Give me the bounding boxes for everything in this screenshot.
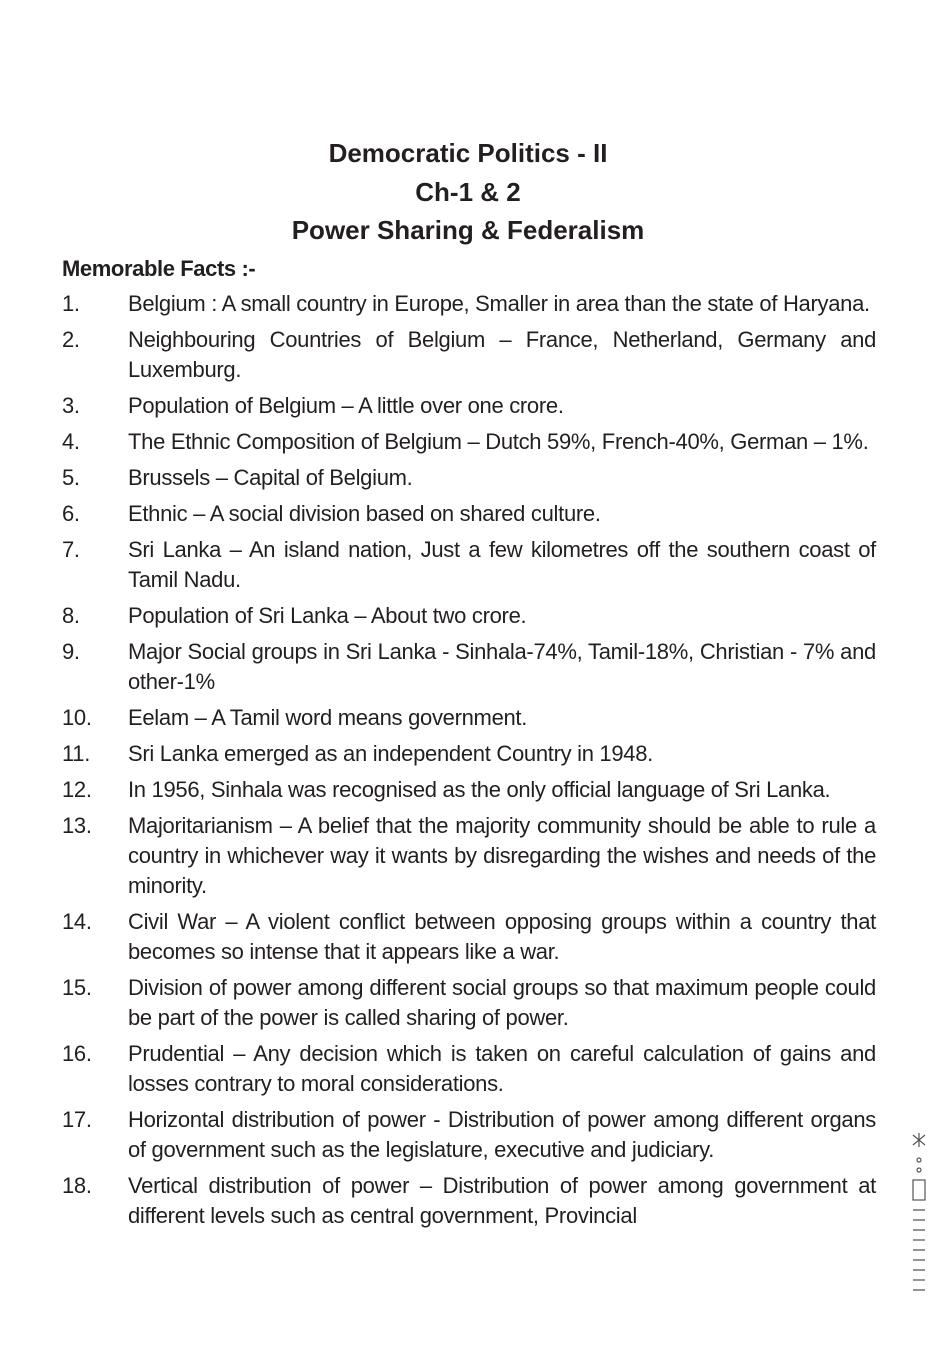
fact-item xyxy=(62,289,876,319)
chapter-label: Ch-1 & 2 xyxy=(415,176,521,207)
fact-item xyxy=(62,535,876,595)
fact-number: 1. xyxy=(62,291,80,316)
fact-text: The Ethnic Composition of Belgium – Dutch 59%, French-40%, German – 1%. xyxy=(128,429,869,454)
fact-item xyxy=(62,325,876,385)
fact-text: Belgium : A small country in Europe, Smaller in area than the state of Haryana. xyxy=(128,291,870,316)
fact-text: Division of power among different social groups so that maximum people could be part of the power is called sharing of power. xyxy=(128,975,876,1030)
fact-text: Population of Belgium – A little over one crore. xyxy=(128,393,564,418)
fact-item xyxy=(62,499,876,529)
fact-item xyxy=(62,811,876,901)
fact-number: 16. xyxy=(62,1041,92,1066)
fact-number: 10. xyxy=(62,705,92,730)
fact-text: Ethnic – A social division based on shared culture. xyxy=(128,501,601,526)
fact-item xyxy=(62,973,876,1033)
fact-text: Major Social groups in Sri Lanka - Sinhala-74%, Tamil-18%, Christian - 7% and other-1% xyxy=(128,639,876,694)
fact-item xyxy=(62,601,876,631)
title-block xyxy=(0,136,936,252)
fact-item xyxy=(62,703,876,733)
fact-number: 6. xyxy=(62,501,80,526)
fact-number: 17. xyxy=(62,1107,92,1132)
fact-number: 14. xyxy=(62,909,92,934)
fact-number: 12. xyxy=(62,777,92,802)
fact-item xyxy=(62,463,876,493)
fact-text: Eelam – A Tamil word means government. xyxy=(128,705,528,730)
fact-item xyxy=(62,391,876,421)
fact-number: 18. xyxy=(62,1173,92,1198)
page-subtitle: Power Sharing & Federalism xyxy=(291,215,645,245)
fact-text: In 1956, Sinhala was recognised as the only official language of Sri Lanka. xyxy=(128,777,831,802)
fact-item xyxy=(62,637,876,697)
fact-number: 4. xyxy=(62,429,80,454)
fact-item xyxy=(62,739,876,769)
fact-text: Population of Sri Lanka – About two crore. xyxy=(128,603,527,628)
fact-text: Sri Lanka – An island nation, Just a few kilometres off the southern coast of Tamil Nadu. xyxy=(128,537,876,592)
fact-number: 2. xyxy=(62,327,80,352)
fact-number: 15. xyxy=(62,975,92,1000)
fact-number: 8. xyxy=(62,603,80,628)
fact-number: 13. xyxy=(62,813,92,838)
fact-text: Civil War – A violent conflict between opposing groups within a country that becomes so intense that it appears like a war. xyxy=(128,909,876,964)
fact-item xyxy=(62,775,876,805)
page-title: Democratic Politics - II xyxy=(328,138,608,168)
fact-item xyxy=(62,1171,876,1231)
fact-number: 9. xyxy=(62,639,80,664)
fact-item xyxy=(62,907,876,967)
fact-text: Majoritarianism – A belief that the majority community should be able to rule a country in whichever way it wants by disregarding the wishes and needs of the minority. xyxy=(128,813,876,898)
side-stamp-mark xyxy=(905,1130,935,1300)
fact-number: 11. xyxy=(62,741,91,766)
fact-text: Vertical distribution of power – Distribution of power among government at different levels such as central government, Provincial xyxy=(128,1173,876,1228)
fact-number: 5. xyxy=(62,465,80,490)
fact-number: 7. xyxy=(62,537,80,562)
section-heading: Memorable Facts :- xyxy=(62,256,256,281)
fact-text: Neighbouring Countries of Belgium – France, Netherland, Germany and Luxemburg. xyxy=(128,327,876,382)
fact-item xyxy=(62,1039,876,1099)
fact-item xyxy=(62,1105,876,1165)
fact-text: Prudential – Any decision which is taken on careful calculation of gains and losses contrary to moral considerations. xyxy=(128,1041,876,1096)
fact-text: Horizontal distribution of power - Distribution of power among different organs of government such as the legislature, executive and judiciary. xyxy=(128,1107,876,1162)
fact-item xyxy=(62,427,876,457)
fact-text: Brussels – Capital of Belgium. xyxy=(128,465,413,490)
facts-list xyxy=(62,289,876,1237)
fact-text: Sri Lanka emerged as an independent Country in 1948. xyxy=(128,741,653,766)
fact-number: 3. xyxy=(62,393,80,418)
